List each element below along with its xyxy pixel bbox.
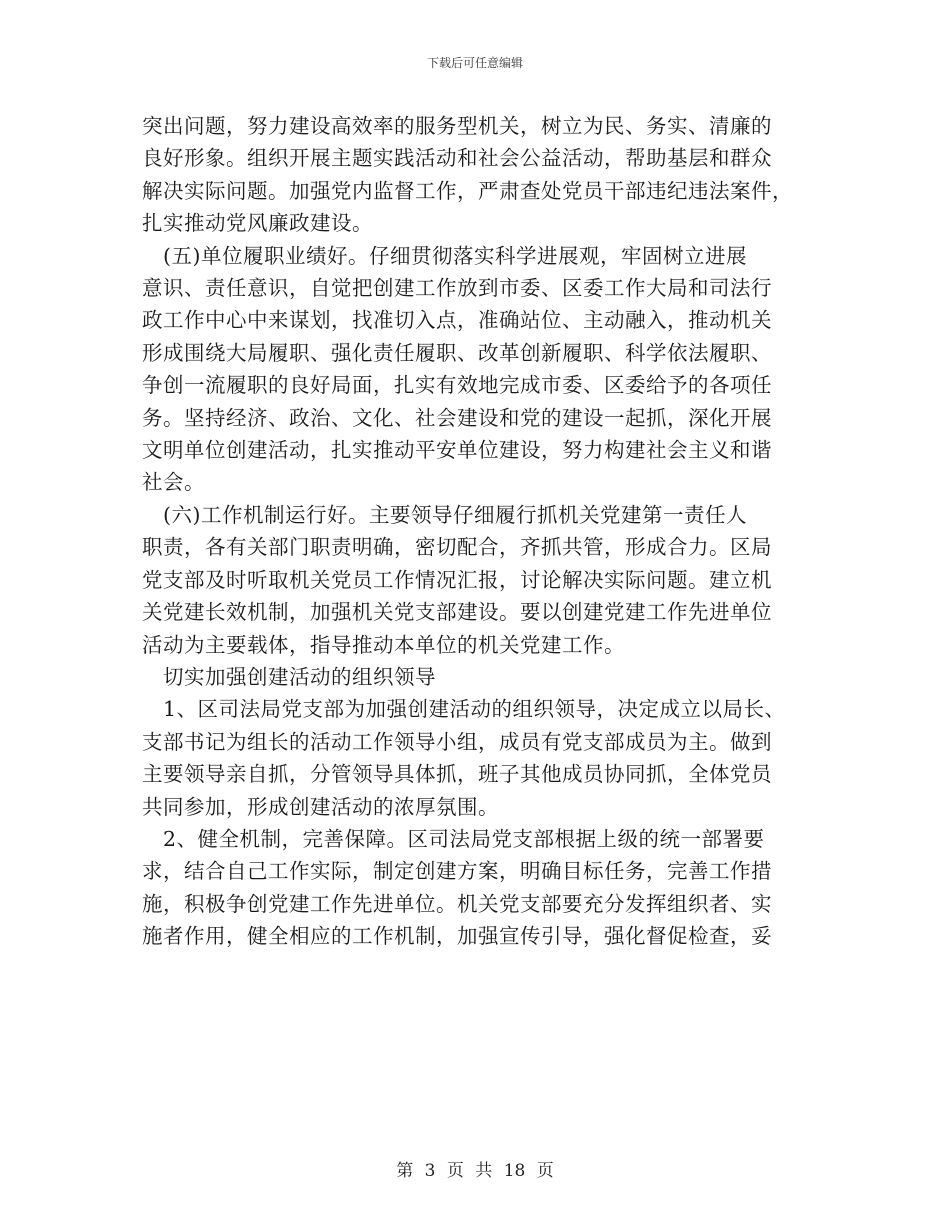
text-line: 突出问题，努力建设高效率的服务型机关，树立为民、务实、清廉的 [142, 114, 772, 138]
text-line: 1、区司法局党支部为加强创建活动的组织领导，决定成立以局长、 [142, 697, 786, 722]
text-line: (五)单位履职业绩好。仔细贯彻落实科学进展观，牢固树立进展 [142, 243, 747, 268]
text-line: 党支部及时听取机关党员工作情况汇报，讨论解决实际问题。建立机 [142, 567, 772, 592]
text-line: 关党建长效机制，加强机关党支部建设。要以创建党建工作先进单位 [142, 600, 772, 625]
text-line: 务。坚持经济、政治、文化、社会建设和党的建设一起抓，深化开展 [142, 405, 772, 430]
text-line: 文明单位创建活动，扎实推动平安单位建设，努力构建社会主义和谐 [142, 438, 772, 463]
text-line: 求，结合自己工作实际，制定创建方案，明确目标任务，完善工作措 [142, 859, 772, 884]
text-line: 2、健全机制，完善保障。区司法局党支部根据上级的统一部署要 [142, 826, 765, 851]
text-line: 主要领导亲自抓，分管领导具体抓，班子其他成员协同抓，全体党员 [142, 762, 772, 787]
text-line: 支部书记为组长的活动工作领导小组，成员有党支部成员为主。做到 [142, 729, 772, 754]
text-line: 职责，各有关部门职责明确，密切配合，齐抓共管，形成合力。区局 [142, 535, 772, 560]
page-footer: 第 3 页 共 18 页 [396, 1161, 554, 1181]
text-line: 争创一流履职的良好局面，扎实有效地完成市委、区委给予的各项任 [142, 373, 772, 398]
text-line: 政工作中心中来谋划，找准切入点，准确站位、主动融入，推动机关 [142, 308, 772, 333]
text-line: 共同参加，形成创建活动的浓厚氛围。 [142, 794, 499, 819]
page-header: 下载后可任意编辑 [426, 56, 523, 70]
document-body [142, 110, 812, 953]
text-line: 社会。 [142, 470, 205, 495]
text-line: 意识、责任意识，自觉把创建工作放到市委、区委工作大局和司法行 [142, 276, 772, 301]
section-heading: 切实加强创建活动的组织领导 [142, 664, 436, 689]
text-line: 良好形象。组织开展主题实践活动和社会公益活动，帮助基层和群众 [142, 146, 772, 171]
text-line: (六)工作机制运行好。主要领导仔细履行抓机关党建第一责任人 [142, 502, 747, 527]
text-line: 施，积极争创党建工作先进单位。机关党支部要充分发挥组织者、实 [142, 891, 772, 916]
text-line: 形成围绕大局履职、强化责任履职、改革创新履职、科学依法履职、 [142, 340, 772, 365]
text-line: 解决实际问题。加强党内监督工作，严肃查处党员干部违纪违法案件， [142, 178, 793, 203]
text-line: 扎实推动党风廉政建设。 [142, 211, 373, 236]
text-line: 施者作用，健全相应的工作机制，加强宣传引导，强化督促检查，妥 [142, 924, 772, 949]
text-line: 活动为主要载体，指导推动本单位的机关党建工作。 [142, 632, 625, 657]
